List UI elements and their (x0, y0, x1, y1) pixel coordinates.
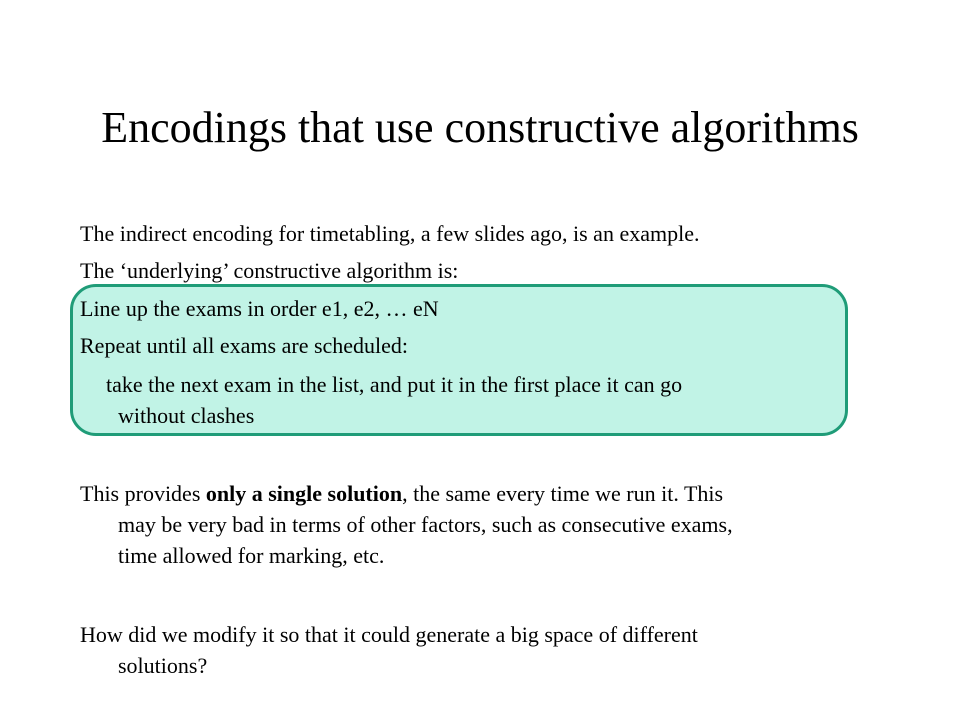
paragraph-1-line-1 (80, 479, 723, 509)
slide-title: Encodings that use constructive algorithms (101, 103, 859, 152)
intro-line-2: The ‘underlying’ constructive algorithm is: (80, 258, 459, 283)
algorithm-step-3-line-1: take the next exam in the list, and put it in the first place it can go (106, 372, 683, 397)
paragraph-2-line-2: solutions? (118, 653, 208, 678)
paragraph-1-prefix: This provides (80, 481, 206, 506)
paragraph-1-bold: only a single solution (205, 481, 403, 506)
paragraph-1-line-2: may be very bad in terms of other factors, such as consecutive exams, (118, 512, 733, 537)
paragraph-2-line-1: How did we modify it so that it could generate a big space of different (80, 622, 698, 647)
intro-line-1: The indirect encoding for timetabling, a few slides ago, is an example. (80, 221, 700, 246)
algorithm-step-1: Line up the exams in order e1, e2, … eN (80, 296, 439, 321)
algorithm-step-2: Repeat until all exams are scheduled: (80, 333, 409, 358)
paragraph-1-suffix: , the same every time we run it. This (402, 481, 724, 506)
algorithm-step-3-line-2: without clashes (118, 403, 255, 428)
paragraph-1-line-3: time allowed for marking, etc. (118, 543, 385, 568)
